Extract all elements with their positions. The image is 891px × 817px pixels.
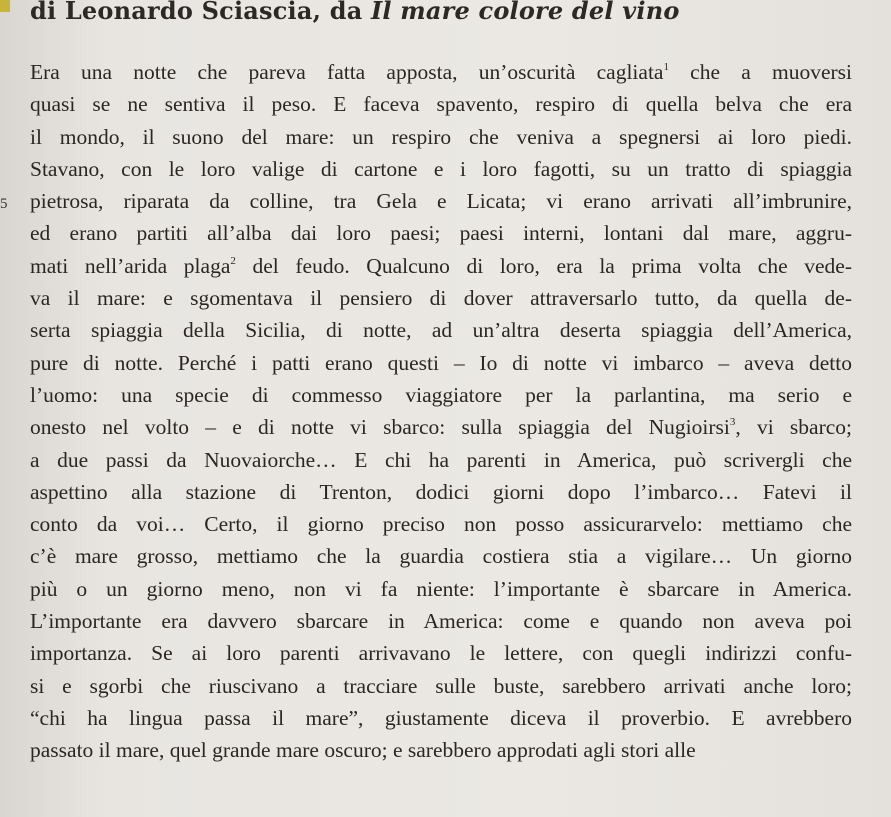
text-line [30,314,852,346]
text-segment: del feudo. Qualcuno di loro, era la prima volta che vede- [235,253,852,278]
text-segment: passato il mare, quel grande mare oscuro; e sarebbero approdati agli stori alle [30,738,696,763]
text-segment: il mondo, il suono del mare: un respiro che veniva a spegnersi ai loro piedi. [30,124,852,149]
text-line [30,573,852,605]
text-line [30,347,852,379]
section-heading [30,0,680,25]
heading-work-title: Il mare colore del vino [371,0,680,25]
text-segment: conto da voi… Certo, il giorno preciso non posso assicurarvelo: mettiamo che [30,512,852,537]
text-segment: pietrosa, riparata da colline, tra Gela e Licata; vi erano arrivati all’imbrunire, [30,189,852,214]
text-segment: importanza. Se ai loro parenti arrivavano le lettere, con quegli indirizzi confu- [30,641,852,666]
text-segment: , vi sbarco; [735,415,852,440]
text-segment: pure di notte. Perché i patti erano questi – Io di notte vi imbarco – aveva detto [30,350,852,375]
text-line [30,153,852,185]
text-line [30,637,852,669]
line-number-marker: 5 [0,196,8,212]
text-segment: c’è mare grosso, mettiamo che la guardia costiera stia a vigilare… Un giorno [30,544,852,569]
text-line [30,185,852,217]
text-line [30,670,852,702]
text-line [30,282,852,314]
text-segment: “chi ha lingua passa il mare”, giustamente diceva il proverbio. E avrebbero [30,705,852,730]
text-line [30,250,852,282]
text-line [30,88,852,120]
text-line [30,540,852,572]
footnote-marker: 2 [230,254,236,267]
text-line [30,56,852,88]
text-line [30,734,852,766]
page-corner-mark [0,0,10,12]
footnote-marker: 3 [729,416,736,429]
text-segment: si e sgorbi che riuscivano a tracciare sulle buste, sarebbero arrivati anche loro; [30,673,852,698]
text-line [30,508,852,540]
heading-author: di Leonardo Sciascia, da [30,0,371,25]
text-segment: Era una notte che pareva fatta apposta, un’oscurità cagliata [30,60,664,84]
text-segment: serta spiaggia della Sicilia, di notte, ad un’altra deserta spiaggia dell’America, [30,318,852,343]
text-segment: ed erano partiti all’alba dai loro paesi; paesi interni, lontani dal mare, aggru- [30,221,852,246]
text-segment: a due passi da Nuovaiorche… E chi ha parenti in America, può scrivergli che [30,447,852,472]
text-segment: aspettino alla stazione di Trenton, dodici giorni dopo l’imbarco… Fatevi il [30,479,852,504]
text-line [30,444,852,476]
text-segment: Stavano, con le loro valige di cartone e i loro fagotti, su un tratto di spiaggia [30,156,852,181]
text-line [30,605,852,637]
text-segment: va il mare: e sgomentava il pensiero di dover attraversarlo tutto, da quella de- [30,286,852,311]
prose-passage [30,56,852,767]
text-line [30,217,852,249]
text-line [30,476,852,508]
text-segment: che a muoversi [668,60,852,84]
text-segment: mati nell’arida plaga [30,253,231,278]
text-segment: onesto nel volto – e di notte vi sbarco: sulla spiaggia del Nugioirsi [30,415,730,440]
footnote-marker: 1 [663,61,669,73]
text-segment: L’importante era davvero sbarcare in America: come e quando non aveva poi [30,609,852,634]
text-line [30,379,852,411]
text-segment: quasi se ne sentiva il peso. E faceva spavento, respiro di quella belva che era [30,92,852,117]
text-line [30,702,852,734]
text-segment: l’uomo: una specie di commesso viaggiatore per la parlantina, ma serio e [30,382,852,407]
text-segment: più o un giorno meno, non vi fa niente: l’importante è sbarcare in America. [30,576,852,601]
text-line [30,121,852,153]
text-line [30,411,852,443]
